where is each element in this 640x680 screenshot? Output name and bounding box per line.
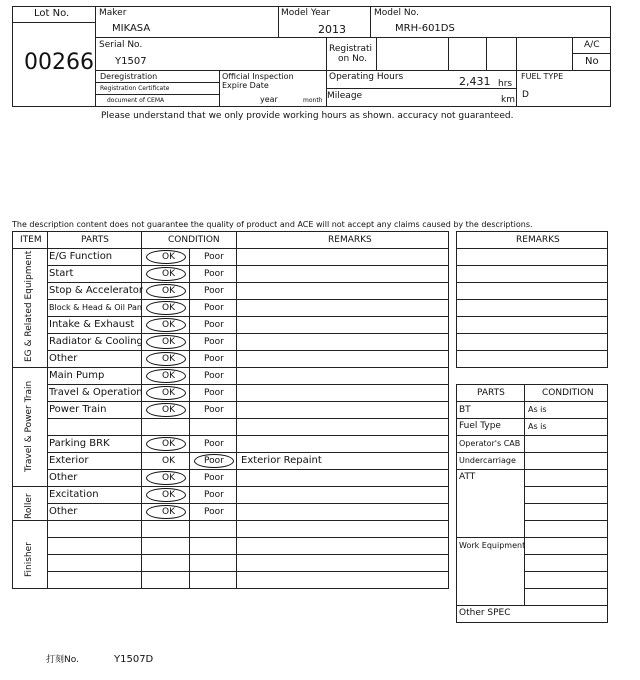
- serial-no-value: Y1507: [115, 56, 147, 67]
- part-label: Excitation: [49, 489, 99, 500]
- part-label: Main Pump: [49, 370, 105, 381]
- right-part-att: ATT: [459, 472, 476, 482]
- ac-label: A/C: [584, 40, 600, 50]
- right-part-bt: BT: [459, 405, 471, 415]
- lot-no-value: 00266: [24, 50, 94, 75]
- poor-option[interactable]: Poor: [204, 354, 224, 364]
- poor-option[interactable]: Poor: [204, 337, 224, 347]
- ok-option[interactable]: OK: [162, 354, 175, 364]
- mileage-label: Mileage: [327, 91, 363, 101]
- ok-option[interactable]: OK: [162, 388, 175, 398]
- right-part-undercarriage: Undercarriage: [459, 456, 516, 465]
- part-label: Other: [49, 506, 78, 517]
- part-label: Exterior: [49, 455, 89, 466]
- fuel-type-value: D: [522, 90, 529, 100]
- poor-option[interactable]: Poor: [204, 405, 224, 415]
- ok-option[interactable]: OK: [162, 337, 175, 347]
- poor-option[interactable]: Poor: [204, 320, 224, 330]
- model-year-value: 2013: [318, 23, 346, 36]
- ok-option[interactable]: OK: [162, 405, 175, 415]
- remark-text: Exterior Repaint: [241, 455, 322, 466]
- part-label: Intake & Exhaust: [49, 319, 135, 330]
- poor-option[interactable]: Poor: [204, 439, 224, 449]
- part-label: Parking BRK: [49, 438, 110, 449]
- registration-no-label-line2: on No.: [338, 54, 368, 64]
- poor-option[interactable]: Poor: [204, 371, 224, 381]
- right-condition-bt: As is: [528, 405, 547, 414]
- ok-option[interactable]: OK: [162, 490, 175, 500]
- maker-label: Maker: [99, 8, 127, 18]
- year-label: year: [260, 95, 278, 104]
- ok-option[interactable]: OK: [162, 456, 175, 466]
- parts-header: PARTS: [81, 235, 109, 245]
- serial-no-label: Serial No.: [99, 40, 143, 50]
- part-label: Travel & Operation: [49, 387, 143, 398]
- km-label: km: [501, 95, 515, 105]
- model-no-value: MRH-601DS: [395, 23, 455, 34]
- stamp-value: Y1507D: [114, 654, 154, 665]
- part-label: E/G Function: [49, 251, 113, 262]
- ok-option[interactable]: OK: [162, 286, 175, 296]
- deregistration-label: Deregistration: [100, 72, 158, 81]
- work-equipment-label: Work Equipment: [459, 541, 526, 550]
- model-no-label: Model No.: [374, 8, 419, 18]
- fuel-type-label: FUEL TYPE: [521, 72, 564, 81]
- hours-disclaimer: Please understand that we only provide working hours as shown. accuracy not guaranteed.: [101, 111, 514, 121]
- registration-no-label-line1: Registrati: [329, 44, 373, 54]
- maker-value: MIKASA: [112, 23, 151, 34]
- month-label: month: [303, 97, 323, 104]
- poor-option[interactable]: Poor: [204, 286, 224, 296]
- remarks-header: REMARKS: [328, 235, 372, 245]
- poor-option[interactable]: Poor: [204, 473, 224, 483]
- group-roller-label: Roller: [24, 493, 34, 519]
- poor-option[interactable]: Poor: [204, 490, 224, 500]
- ac-value: No: [585, 56, 599, 67]
- group-eg-label: EG & Related Equipment: [24, 250, 34, 362]
- stamp-label: 打刻No.: [46, 655, 79, 665]
- ok-option[interactable]: OK: [162, 320, 175, 330]
- model-year-label: Model Year: [281, 8, 330, 18]
- right-condition-header: CONDITION: [542, 388, 594, 398]
- item-header: ITEM: [20, 235, 42, 245]
- document-of-cema-label: document of CEMA: [107, 97, 165, 104]
- registration-certificate-label: Registration Certificate: [100, 85, 170, 92]
- ok-option[interactable]: OK: [162, 371, 175, 381]
- part-label: Start: [49, 268, 74, 279]
- poor-option[interactable]: Poor: [204, 507, 224, 517]
- poor-option[interactable]: Poor: [204, 456, 224, 466]
- part-label: Power Train: [49, 404, 107, 415]
- right-condition-fuel-type: As is: [528, 422, 547, 431]
- right-part-fuel-type: Fuel Type: [459, 421, 501, 431]
- hrs-label: hrs: [498, 79, 513, 89]
- operating-hours-value: 2,431: [459, 75, 491, 88]
- group-finisher-label: Finisher: [24, 542, 34, 577]
- poor-option[interactable]: Poor: [204, 303, 224, 313]
- part-label: Block & Head & Oil Pan: [49, 303, 142, 312]
- right-parts-header: PARTS: [477, 388, 505, 398]
- other-spec-label: Other SPEC: [459, 608, 511, 618]
- poor-option[interactable]: Poor: [204, 269, 224, 279]
- part-label: Other: [49, 472, 78, 483]
- poor-option[interactable]: Poor: [204, 252, 224, 262]
- description-disclaimer: The description content does not guarantee the quality of product and ACE will not accept any claims caused by the descriptions.: [12, 220, 533, 229]
- part-label: Stop & Accelerator: [49, 285, 144, 296]
- right-remarks-header: REMARKS: [516, 235, 560, 245]
- ok-option[interactable]: OK: [162, 252, 175, 262]
- poor-option[interactable]: Poor: [204, 388, 224, 398]
- group-travel-label: Travel & Power Train: [24, 380, 34, 472]
- right-part-operator-cab: Operator's CAB: [459, 439, 521, 448]
- ok-option[interactable]: OK: [162, 507, 175, 517]
- condition-header: CONDITION: [168, 235, 220, 245]
- official-inspection-label-line2: Expire Date: [222, 81, 269, 90]
- part-label: Other: [49, 353, 78, 364]
- ok-option[interactable]: OK: [162, 269, 175, 279]
- lot-no-label: Lot No.: [34, 8, 70, 19]
- ok-option[interactable]: OK: [162, 473, 175, 483]
- part-label: Radiator & Cooling: [49, 336, 143, 347]
- official-inspection-label-line1: Official Inspection: [222, 72, 294, 81]
- operating-hours-label: Operating Hours: [329, 72, 404, 82]
- ok-option[interactable]: OK: [162, 303, 175, 313]
- ok-option[interactable]: OK: [162, 439, 175, 449]
